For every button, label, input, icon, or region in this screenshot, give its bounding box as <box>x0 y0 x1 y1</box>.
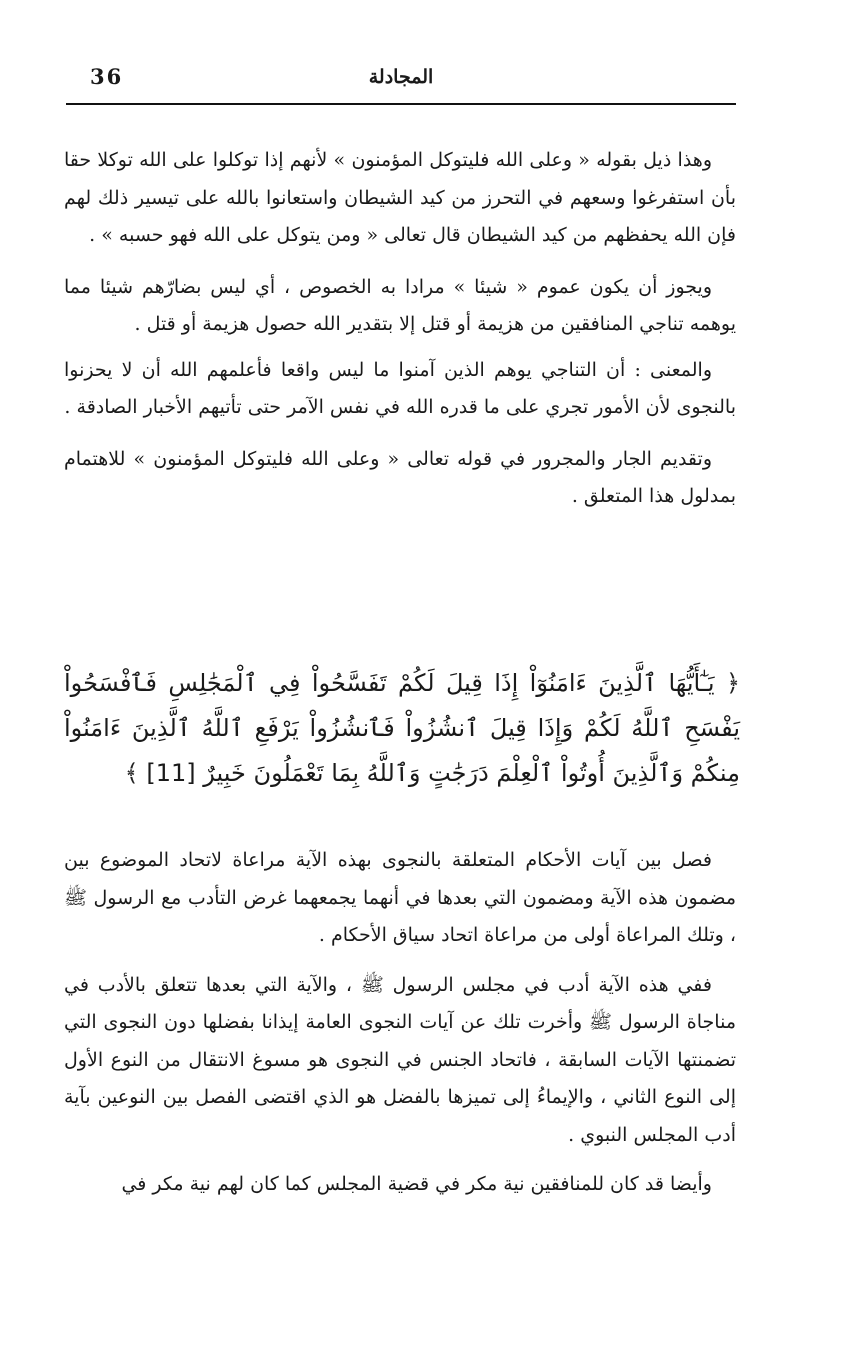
paragraph-5: فصل بين آيات الأحكام المتعلقة بالنجوى بهذه الآية مراعاة لاتحاد الموضوع بين مضمون هذه الآية ومضمون التي بعدها في أنهما يجمعهما غرض التأدب مع الرسول ﷺ ، وتلك المراعاة أولى من مراعاة اتحاد سياق الأحكام . <box>64 849 736 946</box>
header-rule <box>66 103 736 105</box>
page-header <box>66 64 736 100</box>
verse-close-mark: ﴾ <box>124 759 139 787</box>
text-block-top <box>64 142 736 516</box>
paragraph-2: ويجوز أن يكون عموم « شيئا » مرادا به الخصوص ، أي ليس بضارّهم شيئا مما يوهمه تناجي المنافقين من هزيمة أو قتل إلا بتقدير الله حصول هزيمة أو قتل . <box>64 275 736 335</box>
verse-open-mark: ﴿ <box>725 669 740 697</box>
paragraph-7: وأيضا قد كان للمنافقين نية مكر في قضية المجلس كما كان لهم نية مكر في <box>121 1173 712 1195</box>
paragraph-6: ففي هذه الآية أدب في مجلس الرسول ﷺ ، والآية التي بعدها تتعلق بالأدب في مناجاة الرسول ﷺ وأخرت تلك عن آيات النجوى العامة إيذانا بفضلها دون النجوى التي تضمنتها الآيات السابقة ، فاتحاد الجنس في النجوى هو مسوغ الانتقال من النوع الأول إلى النوع الثاني ، والإيماءُ إلى تميزها بالفضل هو الذي اقتضى الفصل بين النوعين بآية أدب المجلس النبوي . <box>64 973 736 1146</box>
text-block-bottom <box>64 842 736 1204</box>
paragraph-1: وهذا ذيل بقوله « وعلى الله فليتوكل المؤمنون » لأنهم إذا توكلوا على الله توكلا حقا بأن استفرغوا وسعهم في التحرز من كيد الشيطان واستعانوا بالله على تيسير ذلك لهم فإن الله يحفظهم من كيد الشيطان قال تعالى « ومن يتوكل على الله فهو حسبه » . <box>64 149 736 246</box>
paragraph-4: وتقديم الجار والمجرور في قوله تعالى « وعلى الله فليتوكل المؤمنون » للاهتمام بمدلول هذا المتعلق . <box>64 447 736 507</box>
quran-verse <box>64 661 740 796</box>
paragraph-3: والمعنى : أن التناجي يوهم الذين آمنوا ما ليس واقعا فأعلمهم الله أن لا يحزنوا بالنجوى لأن الأمور تجري على ما قدره الله في نفس الآمر حتى تأتيهم الأخبار الصادقة . <box>64 358 736 418</box>
page-number: 36 <box>90 64 124 89</box>
verse-text: يَـٰٓأَيُّهَا ٱلَّذِينَ ءَامَنُوٓاْ إِذَا قِيلَ لَكُمْ تَفَسَّحُواْ فِي ٱلْمَجَٰلِسِ فَٱفْسَحُواْ يَفْسَحِ ٱللَّهُ لَكُمْ وَإِذَا قِيلَ ٱنشُزُواْ فَٱنشُزُواْ يَرْفَعِ ٱللَّهُ ٱلَّذِينَ ءَامَنُواْ مِنكُمْ وَٱلَّذِينَ أُوتُواْ ٱلْعِلْمَ دَرَجَٰتٍ وَٱللَّهُ بِمَا تَعْمَلُونَ خَبِيرٌ <box>64 669 740 787</box>
verse-number: [11] <box>146 759 196 787</box>
running-title: المجادلة <box>368 66 434 88</box>
